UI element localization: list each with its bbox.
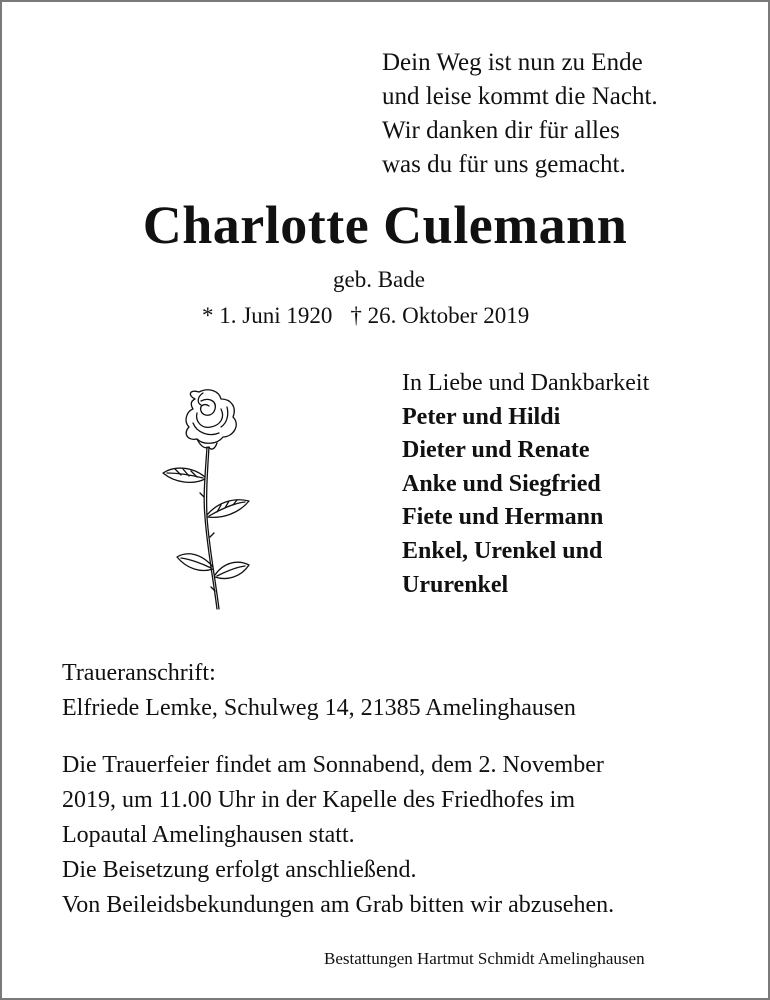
family-name: Ururenkel bbox=[402, 571, 509, 598]
service-line: Lopautal Amelinghausen statt. bbox=[62, 822, 355, 848]
address-label: Traueranschrift: bbox=[62, 660, 216, 686]
address-value: Elfriede Lemke, Schulweg 14, 21385 Amelinghausen bbox=[62, 695, 576, 721]
rose-icon bbox=[157, 387, 257, 617]
poem-line: Wir danken dir für alles bbox=[382, 117, 620, 144]
poem-line: was du für uns gemacht. bbox=[382, 151, 626, 178]
family-name: Anke und Siegfried bbox=[402, 470, 601, 497]
mourners-intro: In Liebe und Dankbarkeit bbox=[402, 370, 650, 396]
condolence-address bbox=[62, 656, 576, 726]
funeral-service-info bbox=[62, 748, 614, 923]
service-line: Von Beileidsbekundungen am Grab bitten wir abzusehen. bbox=[62, 892, 615, 918]
life-dates bbox=[202, 302, 529, 330]
undertaker-credit: Bestattungen Hartmut Schmidt Amelinghausen bbox=[324, 949, 645, 968]
poem-line: und leise kommt die Nacht. bbox=[382, 83, 658, 110]
mourners-block bbox=[402, 367, 649, 602]
poem bbox=[382, 46, 658, 182]
birth-date: * 1. Juni 1920 bbox=[202, 303, 333, 328]
family-name: Peter und Hildi bbox=[402, 403, 561, 430]
poem-line: Dein Weg ist nun zu Ende bbox=[382, 49, 643, 76]
death-date: † 26. Oktober 2019 bbox=[350, 303, 530, 328]
family-name: Enkel, Urenkel und bbox=[402, 537, 603, 564]
service-line: Die Beisetzung erfolgt anschließend. bbox=[62, 857, 417, 883]
family-name: Dieter und Renate bbox=[402, 437, 590, 464]
birth-name: geb. Bade bbox=[333, 267, 425, 292]
deceased-name: Charlotte Culemann bbox=[142, 195, 628, 255]
family-name: Fiete und Hermann bbox=[402, 504, 604, 531]
service-line: 2019, um 11.00 Uhr in der Kapelle des Friedhofes im bbox=[62, 787, 576, 813]
service-line: Die Trauerfeier findet am Sonnabend, dem 2. November bbox=[62, 752, 604, 778]
